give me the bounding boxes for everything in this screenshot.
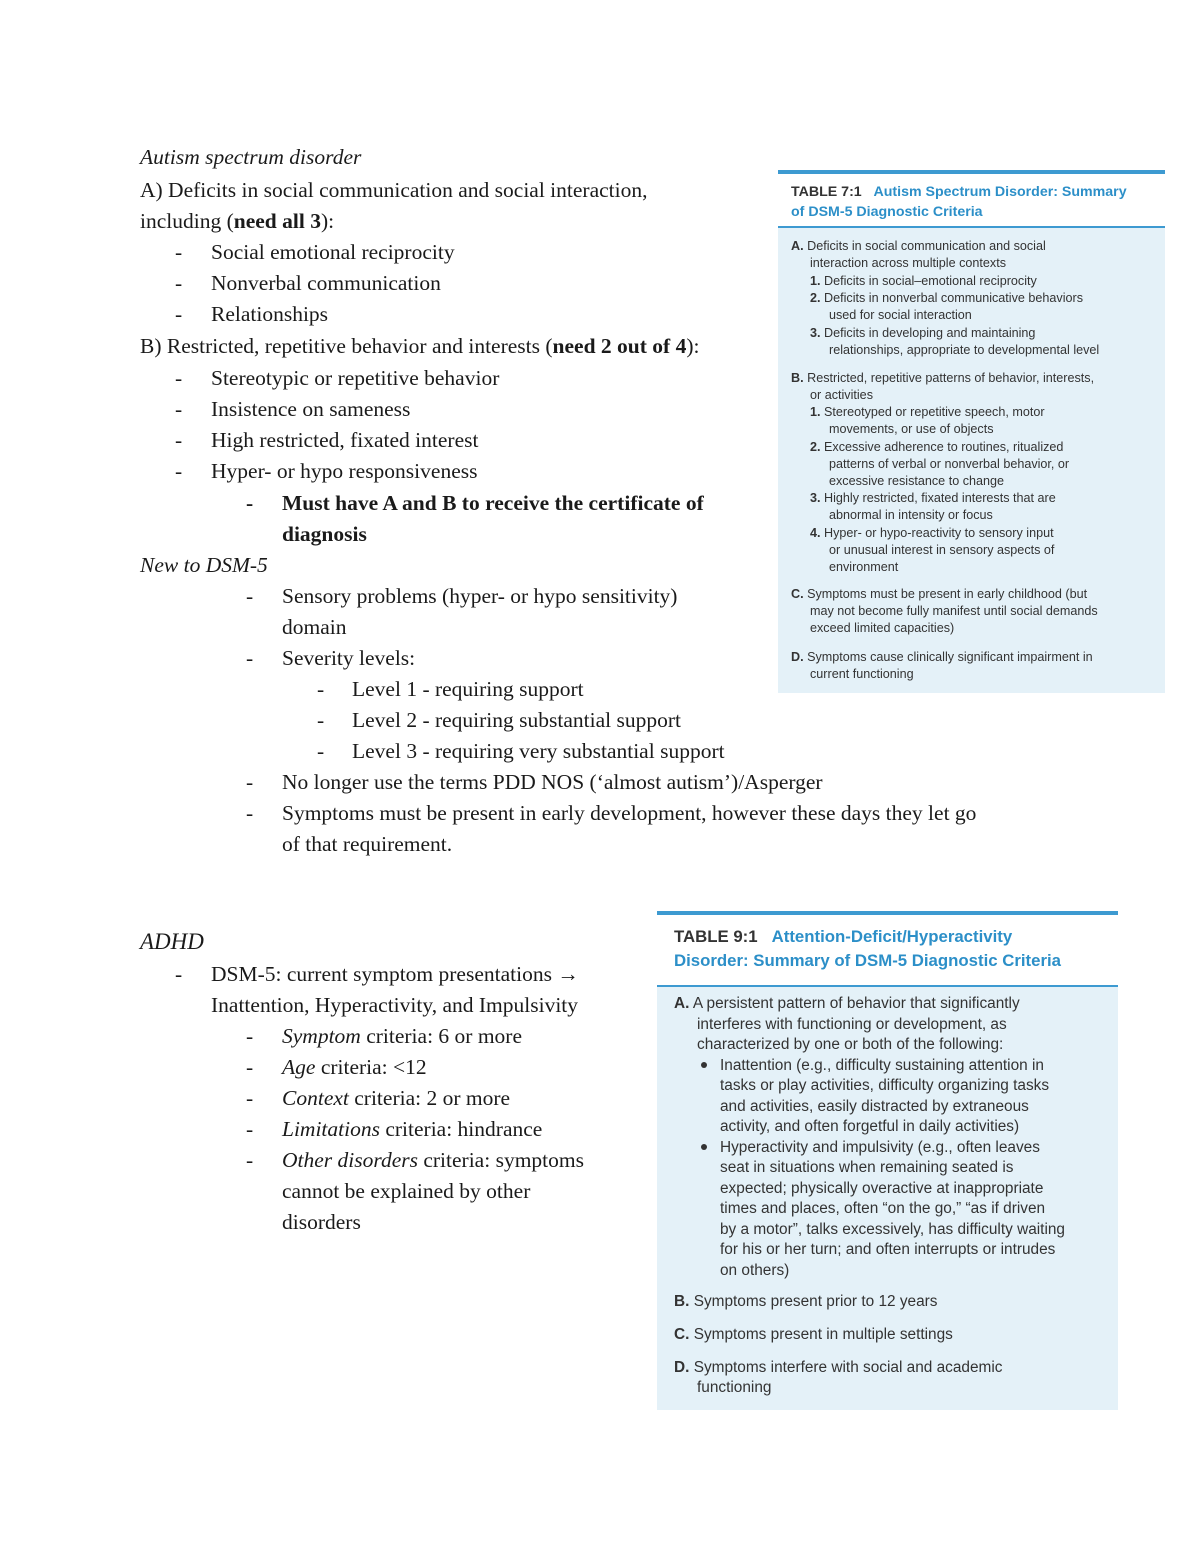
list-item: Nonverbal communication xyxy=(211,271,441,295)
list-item: Insistence on sameness xyxy=(211,397,411,421)
dash-icon: - xyxy=(246,646,254,670)
dash-icon: - xyxy=(246,1024,254,1048)
criterion-b-2-cont: excessive resistance to change xyxy=(829,474,1005,488)
criterion-a-cont: characterized by one or both of the following: xyxy=(697,1036,1004,1053)
hyperactivity-item-cont: seat in situations when remaining seated is xyxy=(720,1159,1014,1176)
criterion-d-cont: functioning xyxy=(697,1379,772,1396)
dash-icon: - xyxy=(246,801,254,825)
criteria-item: Symptom criteria: 6 or more xyxy=(282,1024,523,1048)
criterion-b-4: 4. Hyper- or hypo-reactivity to sensory input xyxy=(810,526,1054,540)
symptoms-note-line2: of that requirement. xyxy=(282,832,453,856)
criterion-c: C. Symptoms must be present in early childhood (but xyxy=(791,587,1088,601)
hyperactivity-item-cont: on others) xyxy=(720,1262,790,1279)
dash-icon: - xyxy=(246,491,254,515)
hyperactivity-item-cont: expected; physically overactive at inappropriate xyxy=(720,1180,1044,1197)
hyperactivity-item-cont: times and places, often “on the go,” “as if driven xyxy=(720,1200,1046,1217)
table-title: TABLE 9:1 Attention-Deficit/Hyperactivity Disorder: Summary of DSM-5 Diagnostic Criteria xyxy=(674,927,1061,970)
criteria-item-cont: disorders xyxy=(282,1210,361,1234)
inattention-item-cont: activity, and often forgetful in daily activities) xyxy=(720,1118,1020,1135)
adhd-title: ADHD xyxy=(140,929,204,954)
sensory-line1: Sensory problems (hyper- or hypo sensitivity) xyxy=(282,584,678,608)
hyperactivity-item-cont: for his or her turn; and often interrupts or intrudes xyxy=(720,1241,1056,1258)
criterion-a-cont: interaction across multiple contexts xyxy=(810,256,1006,270)
criteria-item-cont: cannot be explained by other xyxy=(282,1179,531,1203)
table-header xyxy=(778,174,1165,226)
dash-icon: - xyxy=(246,1117,254,1141)
criterion-b-2: 2. Excessive adherence to routines, ritualized xyxy=(810,440,1064,454)
must-have-note-line1: Must have A and B to receive the certificate of xyxy=(282,491,704,515)
severity-level: Level 3 - requiring very substantial support xyxy=(352,739,725,763)
dash-icon: - xyxy=(175,271,183,295)
no-longer-note: No longer use the terms PDD NOS (‘almost autism’)/Asperger xyxy=(282,770,823,794)
dash-icon: - xyxy=(175,962,183,986)
criterion-d-cont: current functioning xyxy=(810,667,914,681)
criterion-c-cont: exceed limited capacities) xyxy=(810,621,955,635)
must-have-note-line2: diagnosis xyxy=(282,522,367,546)
dash-icon: - xyxy=(175,240,183,264)
criterion-d: D. Symptoms interfere with social and academic xyxy=(674,1359,1003,1376)
severity-level: Level 2 - requiring substantial support xyxy=(352,708,681,732)
criterion-c-cont: may not become fully manifest until social demands xyxy=(810,604,1098,618)
list-item: High restricted, fixated interest xyxy=(211,428,479,452)
bullet-icon xyxy=(701,1144,707,1150)
sensory-line2: domain xyxy=(282,615,347,639)
inattention-item-cont: tasks or play activities, difficulty organizing tasks xyxy=(720,1077,1050,1094)
dash-icon: - xyxy=(175,302,183,326)
table-7-1 xyxy=(778,170,1165,693)
criterion-b-1: 1. Stereotyped or repetitive speech, motor xyxy=(810,405,1045,419)
criterion-b-4-cont: or unusual interest in sensory aspects of xyxy=(829,543,1055,557)
dash-icon: - xyxy=(246,1148,254,1172)
asd-criterion-b: B) Restricted, repetitive behavior and interests (need 2 out of 4): xyxy=(140,334,700,358)
list-item: Hyper- or hypo responsiveness xyxy=(211,459,478,483)
table-header xyxy=(657,915,1118,985)
severity-level: Level 1 - requiring support xyxy=(352,677,584,701)
dash-icon: - xyxy=(246,1086,254,1110)
criterion-b-3: 3. Highly restricted, fixated interests that are xyxy=(810,491,1056,505)
criteria-item: Limitations criteria: hindrance xyxy=(282,1117,543,1141)
adhd-dsm-line1: DSM-5: current symptom presentations → xyxy=(211,962,579,986)
asd-criterion-a-line2: including (need all 3): xyxy=(140,209,335,233)
criterion-b-cont: or activities xyxy=(810,388,873,402)
criterion-a: A. Deficits in social communication and social xyxy=(791,239,1046,253)
criterion-a-3-cont: relationships, appropriate to developmental level xyxy=(829,343,1100,357)
criterion-b-1-cont: movements, or use of objects xyxy=(829,422,994,436)
criteria-item: Context criteria: 2 or more xyxy=(282,1086,511,1110)
criteria-item: Other disorders criteria: symptoms xyxy=(282,1148,584,1172)
severity-label: Severity levels: xyxy=(282,646,416,670)
criterion-a-2-cont: used for social interaction xyxy=(829,308,972,322)
dash-icon: - xyxy=(246,584,254,608)
criterion-b: B. Restricted, repetitive patterns of behavior, interests, xyxy=(791,371,1095,385)
asd-title: Autism spectrum disorder xyxy=(140,145,362,169)
symptoms-note-line1: Symptoms must be present in early development, however these days they let go xyxy=(282,801,977,825)
criterion-c: C. Symptoms present in multiple settings xyxy=(674,1326,953,1343)
criteria-item: Age criteria: <12 xyxy=(282,1055,427,1079)
criterion-a-2: 2. Deficits in nonverbal communicative behaviors xyxy=(810,291,1084,305)
adhd-dsm-line2: Inattention, Hyperactivity, and Impulsivity xyxy=(211,993,579,1017)
dash-icon: - xyxy=(246,770,254,794)
dash-icon: - xyxy=(317,739,325,763)
bullet-icon xyxy=(701,1062,707,1068)
list-item: Stereotypic or repetitive behavior xyxy=(211,366,500,390)
dash-icon: - xyxy=(175,428,183,452)
dash-icon: - xyxy=(175,397,183,421)
criterion-a-1: 1. Deficits in social–emotional reciprocity xyxy=(810,274,1037,288)
list-item: Social emotional reciprocity xyxy=(211,240,455,264)
criterion-b: B. Symptoms present prior to 12 years xyxy=(674,1293,938,1310)
criterion-a: A. A persistent pattern of behavior that significantly xyxy=(674,995,1020,1012)
criterion-d: D. Symptoms cause clinically significant impairment in xyxy=(791,650,1093,664)
inattention-item: Inattention (e.g., difficulty sustaining attention in xyxy=(720,1057,1044,1074)
dash-icon: - xyxy=(246,1055,254,1079)
hyperactivity-item-cont: by a motor”, talks excessively, has difficulty waiting xyxy=(720,1221,1065,1238)
criterion-b-4-cont: environment xyxy=(829,560,899,574)
hyperactivity-item: Hyperactivity and impulsivity (e.g., often leaves xyxy=(720,1139,1040,1156)
inattention-item-cont: and activities, easily distracted by extraneous xyxy=(720,1098,1029,1115)
asd-criterion-a-line1: A) Deficits in social communication and social interaction, xyxy=(140,178,648,202)
table-header-rule xyxy=(778,226,1165,228)
table-title: TABLE 7:1 Autism Spectrum Disorder: Summary of DSM-5 Diagnostic Criteria xyxy=(791,184,1127,220)
list-item: Relationships xyxy=(211,302,329,326)
new-dsm5-title: New to DSM-5 xyxy=(140,553,268,577)
criterion-b-2-cont: patterns of verbal or nonverbal behavior, or xyxy=(829,457,1070,471)
criterion-a-cont: interferes with functioning or development, as xyxy=(697,1016,1007,1033)
criterion-a-3: 3. Deficits in developing and maintaining xyxy=(810,326,1036,340)
dash-icon: - xyxy=(175,366,183,390)
table-9-1 xyxy=(657,911,1118,1410)
dash-icon: - xyxy=(175,459,183,483)
table-header-rule xyxy=(657,985,1118,987)
dash-icon: - xyxy=(317,677,325,701)
dash-icon: - xyxy=(317,708,325,732)
criterion-b-3-cont: abnormal in intensity or focus xyxy=(829,508,993,522)
